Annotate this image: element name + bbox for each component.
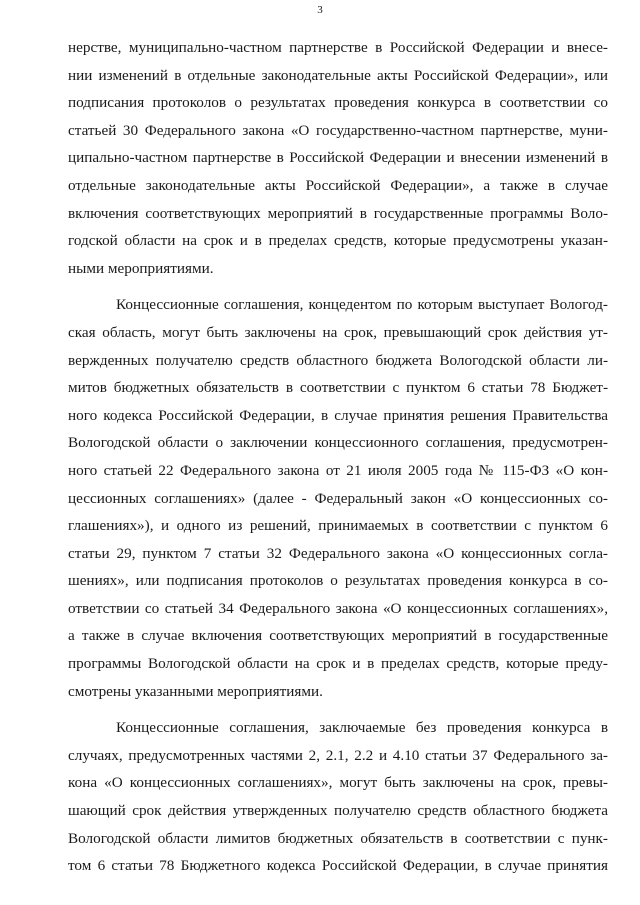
text-line: ципально-частном партнерстве в Российской Федерации и внесении изменений в: [68, 149, 608, 167]
paragraph-spacer: [68, 705, 608, 714]
text-line: глашениях»), и одного из решений, принимаемых в соответствии с пунктом 6: [68, 517, 608, 535]
paragraph-2: [68, 291, 608, 705]
text-line: Вологодской области лимитов бюджетных обязательств в соответствии с пунк-: [68, 829, 608, 847]
text-line: нии изменений в отдельные законодательные акты Российской Федерации», или: [68, 66, 608, 84]
text-line: Вологодской области о заключении концессионного соглашения, предусмотрен-: [68, 434, 608, 452]
text-line: подписания протоколов о результатах проведения конкурса в соответствии со: [68, 94, 608, 112]
page-number: 3: [317, 4, 323, 16]
text-line: цессионных соглашениях» (далее - Федеральный закон «О концессионных со-: [68, 489, 608, 507]
paragraph-1: [68, 34, 608, 282]
text-line: митов бюджетных обязательств в соответствии с пунктом 6 статьи 78 Бюджет-: [68, 379, 608, 397]
text-line: а также в случае включения соответствующих мероприятий в государственные: [68, 627, 608, 645]
text-line: включения соответствующих мероприятий в государственные программы Воло-: [68, 204, 608, 222]
text-line: годской области на срок и в пределах средств, которые предусмотрены указан-: [68, 232, 608, 250]
text-line: ская область, могут быть заключены на срок, превышающий срок действия ут-: [68, 323, 608, 341]
text-line: том 6 статьи 78 Бюджетного кодекса Российской Федерации, в случае принятия: [68, 857, 608, 875]
text-line: программы Вологодской области на срок и в пределах средств, которые преду-: [68, 655, 608, 673]
paragraph-3: [68, 714, 608, 880]
text-line: статьей 30 Федерального закона «О государственно-частном партнерстве, муни-: [68, 121, 608, 139]
text-line: отдельные законодательные акты Российской Федерации», а также в случае: [68, 176, 608, 194]
text-line: ными мероприятиями.: [68, 259, 214, 277]
text-line: вержденных получателю средств областного бюджета Вологодской области ли-: [68, 351, 608, 369]
text-line: ного кодекса Российской Федерации, в случае принятия решения Правительства: [68, 406, 608, 424]
text-line: нерстве, муниципально-частном партнерстве в Российской Федерации и внесе-: [68, 39, 608, 56]
document-body: [68, 34, 608, 880]
text-line: случаях, предусмотренных частями 2, 2.1, 2.2 и 4.10 статьи 37 Федерального за-: [68, 746, 608, 764]
text-line: Концессионные соглашения, заключаемые без проведения конкурса в: [116, 719, 608, 737]
text-line: Концессионные соглашения, концедентом по которым выступает Вологод-: [116, 296, 608, 314]
text-line: шениях», или подписания протоколов о результатах проведения конкурса в со-: [68, 572, 608, 590]
text-line: кона «О концессионных соглашениях», могут быть заключены на срок, превы-: [68, 774, 608, 792]
text-line: ответствии со статьей 34 Федерального закона «О концессионных соглашениях»,: [68, 599, 608, 617]
text-line: смотрены указанными мероприятиями.: [68, 682, 323, 700]
text-line: шающий срок действия утвержденных получателю средств областного бюджета: [68, 802, 608, 820]
paragraph-spacer: [68, 282, 608, 291]
text-line: ного статьей 22 Федерального закона от 21 июля 2005 года № 115-ФЗ «О кон-: [68, 461, 608, 479]
text-line: статьи 29, пунктом 7 статьи 32 Федерального закона «О концессионных согла-: [68, 544, 608, 562]
